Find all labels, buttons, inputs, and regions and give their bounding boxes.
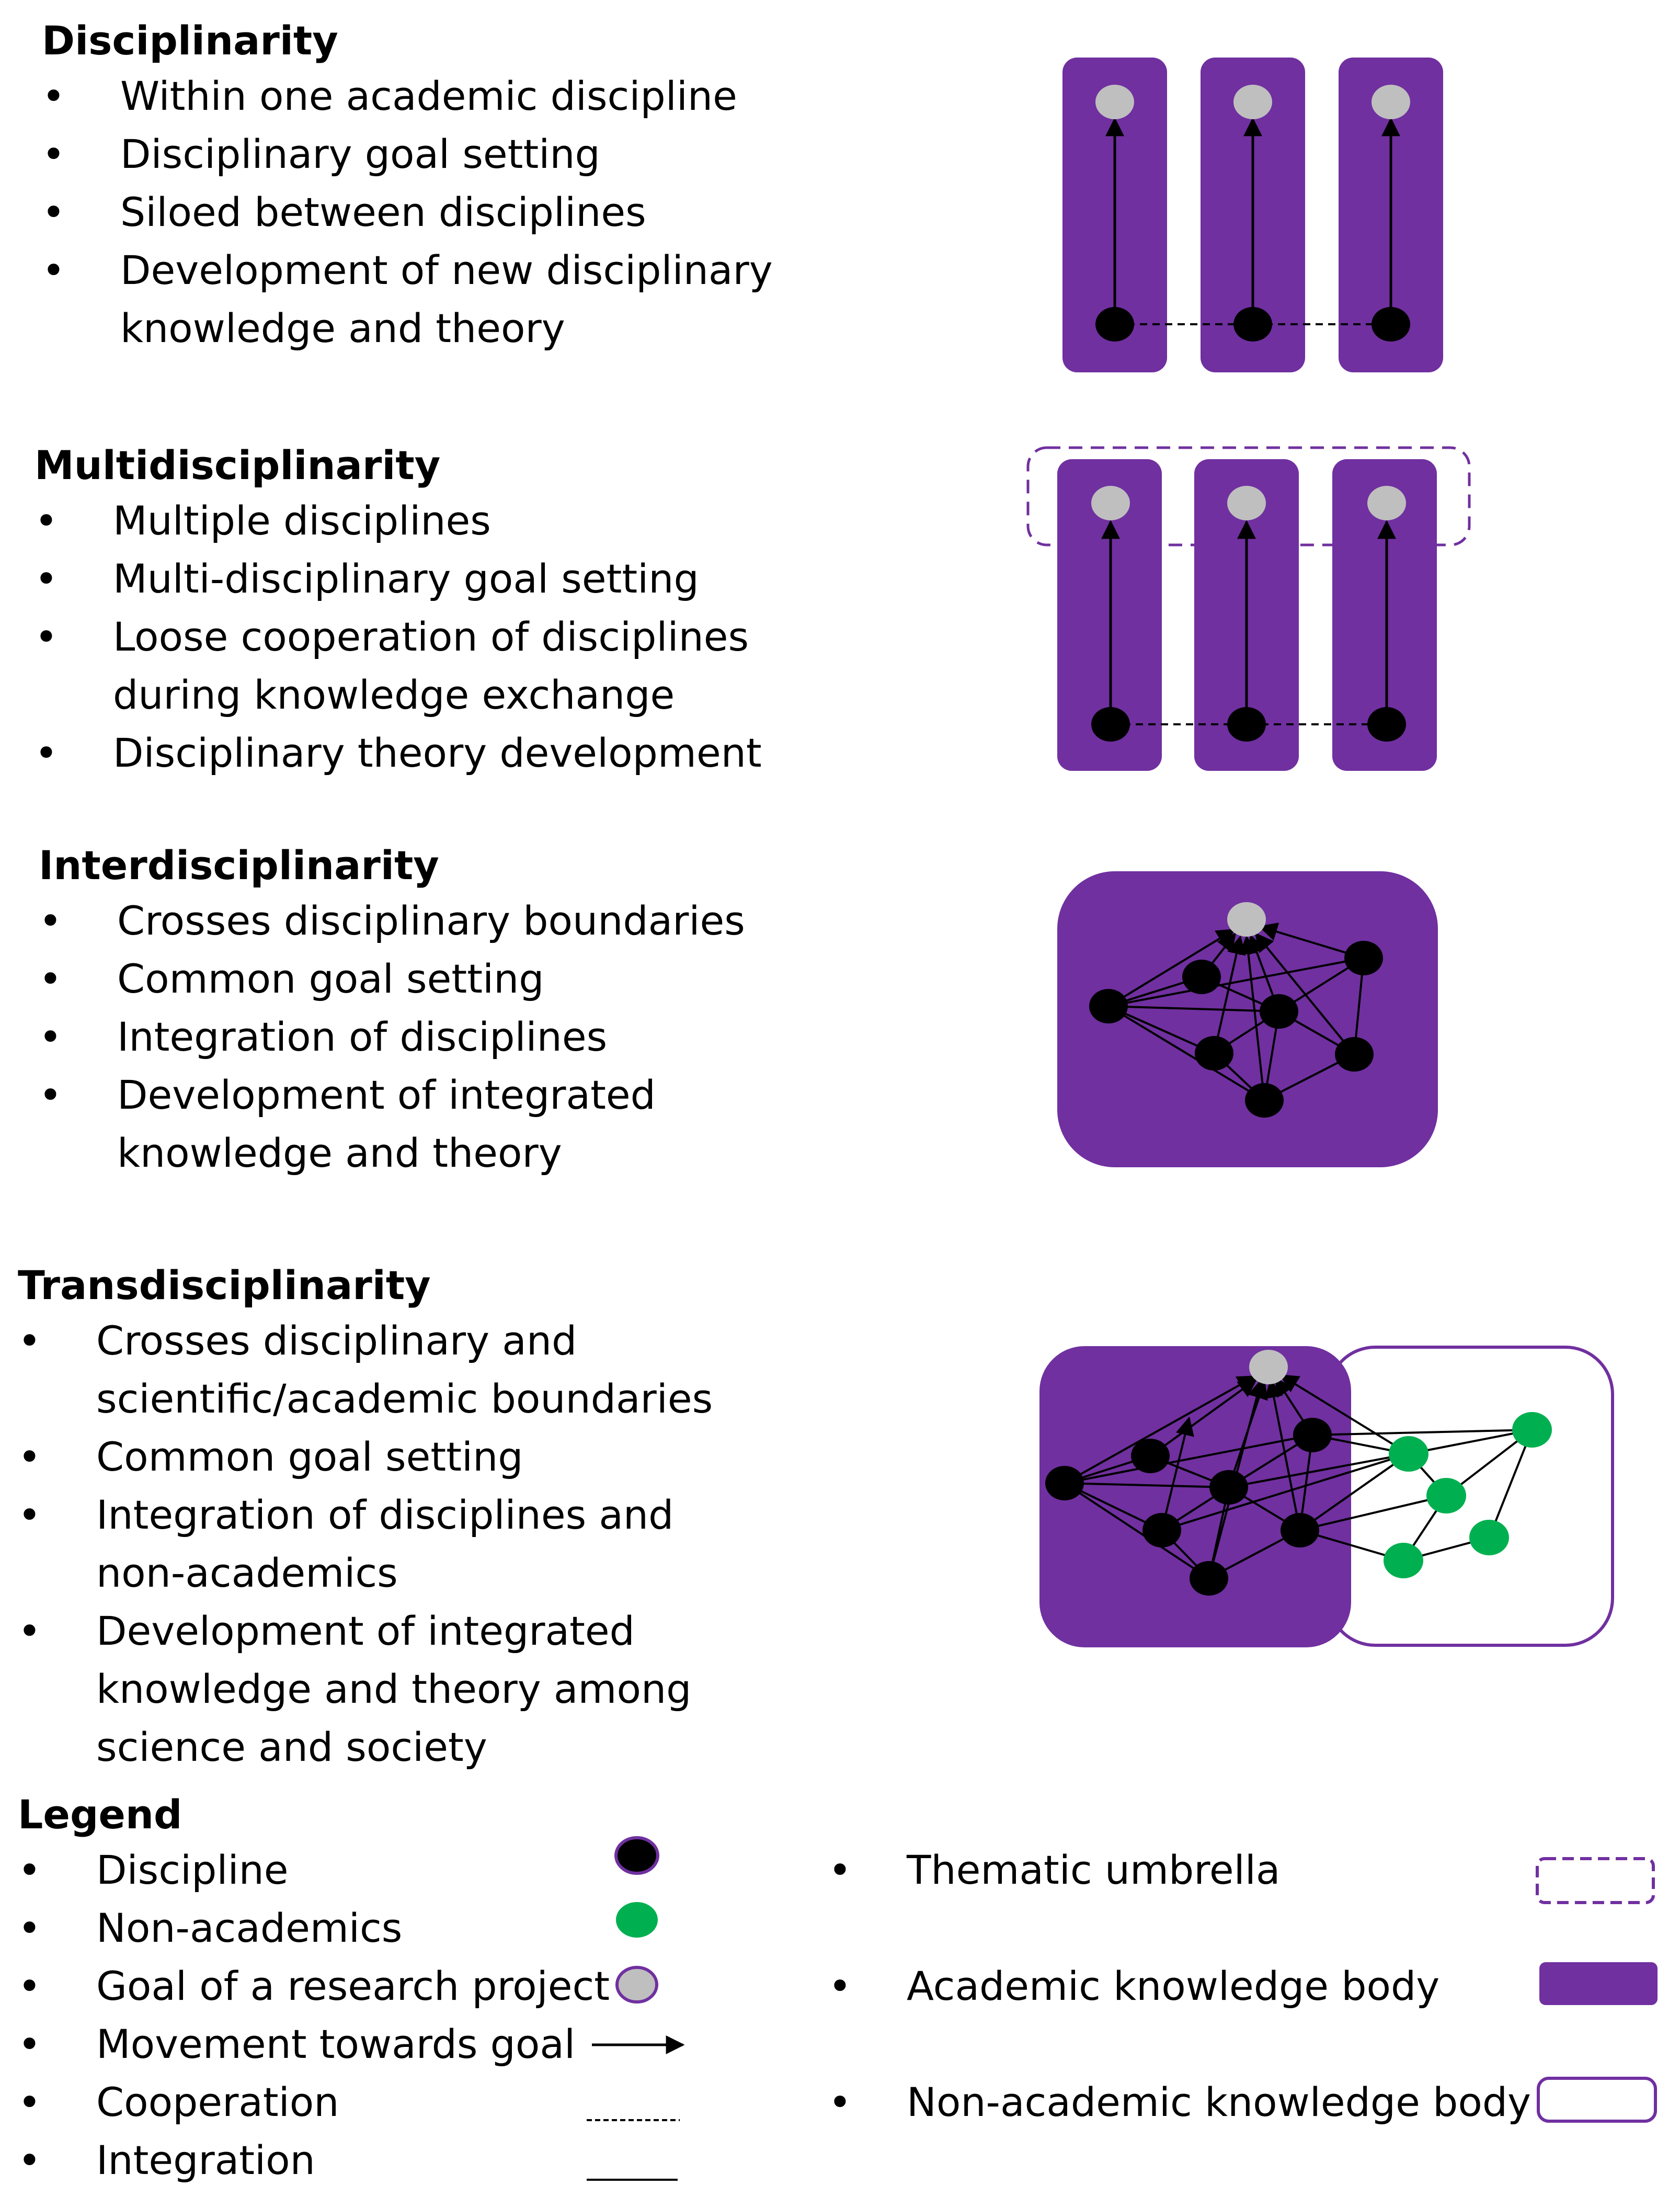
discipline-node <box>1367 707 1406 742</box>
goal-node <box>1227 902 1266 937</box>
discipline-node <box>1227 707 1266 742</box>
bullet-item: • Development of new disciplinary knowledge and theory <box>42 241 773 357</box>
transdisciplinarity-diagram <box>1039 1346 1613 1647</box>
bullet-item: • Crosses disciplinary boundaries <box>39 892 745 950</box>
section-title: Interdisciplinarity <box>39 842 439 889</box>
discipline-node <box>1281 1513 1319 1547</box>
non-academic-node <box>1469 1520 1509 1555</box>
discipline-node <box>1190 1561 1228 1596</box>
bullet-item: • Siloed between disciplines <box>42 183 773 241</box>
legend-item-cooperation: • Cooperation <box>18 2073 610 2131</box>
bullet-item: • Integration of disciplines <box>39 1008 745 1066</box>
discipline-node <box>1344 941 1383 975</box>
non-academic-node <box>1426 1478 1466 1513</box>
non-academic-node <box>1512 1412 1552 1448</box>
bullet-item: • Crosses disciplinary and scientific/academic boundaries <box>18 1312 713 1428</box>
goal-node <box>1095 85 1134 119</box>
legend-symbols <box>587 1838 1658 2180</box>
goal-node <box>1227 486 1266 520</box>
bullet-item: • Common goal setting <box>18 1428 713 1486</box>
goal-node <box>1367 486 1406 520</box>
legend-item-integration: • Integration <box>18 2131 610 2189</box>
legend-item-discipline: • Discipline <box>18 1841 610 1899</box>
discipline-node <box>1372 307 1410 341</box>
interdisciplinarity-diagram <box>1057 871 1438 1167</box>
legend-non-academic-body <box>1538 2078 1655 2121</box>
discipline-node <box>1245 1083 1284 1118</box>
bullet-item: • Multi-disciplinary goal setting <box>35 550 762 608</box>
discipline-node <box>1182 960 1221 994</box>
discipline-node <box>1233 307 1272 341</box>
legend-item-non-academic-body: • Non-academic knowledge body <box>828 2073 1531 2131</box>
legend-item-goal: • Goal of a research project <box>18 1957 610 2015</box>
bullet-item: • Loose cooperation of disciplines during knowledge exchange <box>35 608 762 724</box>
goal-node <box>1233 85 1272 119</box>
legend-non-academic-node <box>616 1902 658 1938</box>
legend-academic-body <box>1539 1962 1658 2005</box>
discipline-node <box>1209 1470 1248 1505</box>
discipline-node <box>1045 1466 1084 1500</box>
legend-item-academic-body: • Academic knowledge body <box>828 1957 1531 2073</box>
bullet-item: • Integration of disciplines and non-academics <box>18 1486 713 1602</box>
legend-title: Legend <box>18 1791 182 1838</box>
discipline-node <box>1142 1513 1181 1547</box>
legend-item-thematic-umbrella: • Thematic umbrella <box>828 1841 1531 1957</box>
bullet-item: • Multiple disciplines <box>35 492 762 550</box>
bullet-item: • Development of integrated knowledge and theory among science and society <box>18 1602 713 1776</box>
legend-item-movement: • Movement towards goal <box>18 2015 610 2073</box>
bullet-item: • Common goal setting <box>39 950 745 1008</box>
goal-node <box>1372 85 1410 119</box>
bullet-item: • Within one academic discipline <box>42 67 773 125</box>
non-academic-node <box>1389 1436 1428 1472</box>
non-academic-node <box>1384 1543 1423 1578</box>
discipline-node <box>1131 1439 1170 1473</box>
discipline-node <box>1293 1418 1332 1452</box>
disciplinarity-diagram <box>1062 58 1443 372</box>
goal-node <box>1091 486 1130 520</box>
legend-thematic-umbrella <box>1537 1859 1653 1903</box>
legend-item-non-academics: • Non-academics <box>18 1899 610 1957</box>
discipline-node <box>1195 1036 1233 1071</box>
bullet-item: • Development of integrated knowledge and theory <box>39 1066 745 1182</box>
section-title: Disciplinarity <box>42 17 338 64</box>
section-title: Transdisciplinarity <box>18 1262 431 1308</box>
bullet-item: • Disciplinary theory development <box>35 724 762 782</box>
bullet-item: • Disciplinary goal setting <box>42 125 773 183</box>
discipline-node <box>1335 1037 1374 1072</box>
discipline-node <box>1091 707 1130 742</box>
multidisciplinarity-diagram <box>1028 448 1469 771</box>
legend-discipline-node <box>616 1838 658 1873</box>
legend-goal-node <box>617 1967 657 2002</box>
discipline-node <box>1089 989 1128 1023</box>
non-academic-knowledge-body <box>1328 1347 1613 1645</box>
discipline-node <box>1260 994 1298 1029</box>
goal-node <box>1249 1350 1288 1384</box>
section-title: Multidisciplinarity <box>35 442 441 488</box>
discipline-node <box>1095 307 1134 341</box>
